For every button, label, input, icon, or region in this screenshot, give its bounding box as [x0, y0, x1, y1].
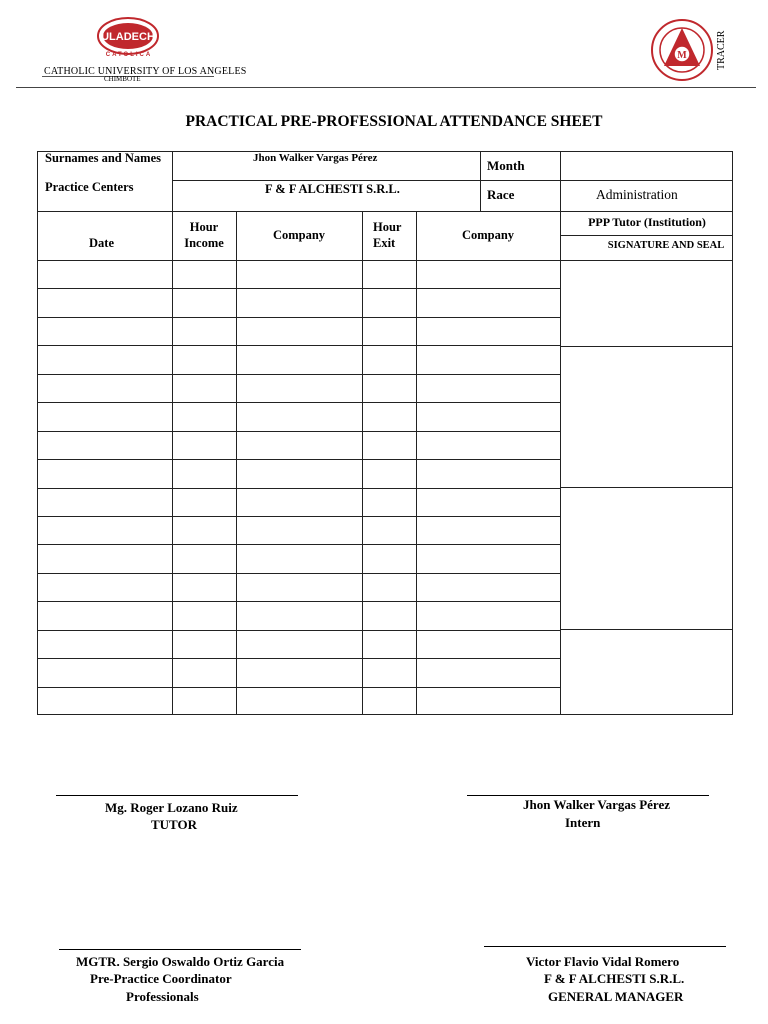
university-city: CHIMBOTE [104, 75, 141, 83]
coordinator-signature-line [59, 949, 301, 950]
coordinator-role-line1: Pre-Practice Coordinator [90, 971, 232, 986]
col-company-header: Company [272, 228, 326, 242]
intern-signature-line [467, 795, 709, 796]
col-company-2-header: Company [461, 228, 515, 242]
col-date-header: Date [89, 236, 114, 250]
coordinator-role-line2: Professionals [126, 989, 199, 1004]
race-label: Race [487, 187, 515, 202]
col-hour-income-header-line1: Hour [189, 220, 219, 234]
tutor-name: Mg. Roger Lozano Ruiz [105, 800, 238, 815]
uladech-catolica-logo-icon [96, 16, 160, 60]
coordinator-name: MGTR. Sergio Oswaldo Ortiz Garcia [76, 954, 285, 969]
svg-text:M: M [677, 50, 687, 61]
surnames-label: Surnames and Names [45, 151, 161, 165]
month-label: Month [487, 158, 525, 173]
month-field[interactable] [563, 152, 731, 178]
col-hour-income-header-line2: Income [184, 236, 224, 250]
race-value[interactable]: Administration [596, 187, 678, 202]
manager-role: GENERAL MANAGER [548, 989, 684, 1004]
intern-role: Intern [565, 815, 601, 830]
practice-centers-value[interactable]: F & F ALCHESTI S.R.L. [265, 182, 400, 196]
col-hour-exit-header-line1: Hour [373, 220, 402, 234]
manager-name: Victor Flavio Vidal Romero [526, 954, 680, 969]
signature-seal-header: SIGNATURE AND SEAL [607, 240, 725, 251]
header-rule [16, 87, 756, 88]
manager-signature-line [484, 946, 726, 947]
logo-left-top-text: ULADECH [101, 31, 155, 43]
tutor-role: TUTOR [151, 817, 197, 832]
surnames-value[interactable]: Jhon Walker Vargas Pérez [253, 152, 378, 164]
logo-right-side-text: TRACER [716, 30, 727, 70]
practice-centers-label: Practice Centers [45, 180, 134, 194]
logo-left-bottom-text: CATOLICA [105, 52, 153, 58]
tutor-signature-line [56, 795, 298, 796]
col-hour-exit-header-line2: Exit [373, 236, 396, 250]
university-name: CATHOLIC UNIVERSITY OF LOS ANGELES [44, 66, 247, 77]
page-title: PRACTICAL PRE-PROFESSIONAL ATTENDANCE SHEET [185, 113, 603, 130]
tracer-seal-logo-icon [644, 14, 732, 86]
intern-name: Jhon Walker Vargas Pérez [523, 797, 670, 812]
manager-company: F & F ALCHESTI S.R.L. [544, 971, 685, 986]
tutor-header: PPP Tutor (Institution) [588, 215, 706, 229]
